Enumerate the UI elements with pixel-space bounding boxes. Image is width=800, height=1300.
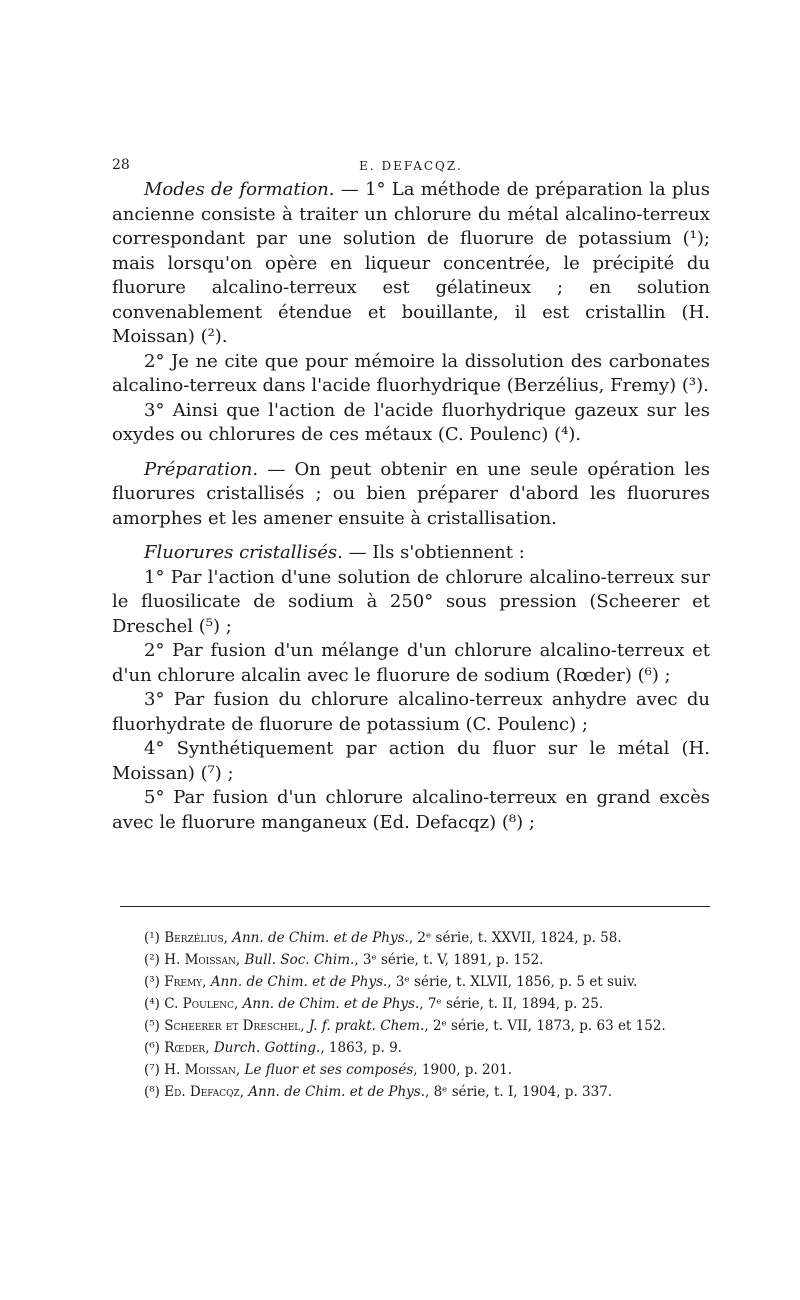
paragraph: [112, 541, 710, 566]
footnote-ref: , 2ᵉ série, t. VII, 1873, p. 63 et 152.: [424, 1018, 666, 1034]
footnote: (²) H. Moissan, Bull. Soc. Chim., 3ᵉ série, t. V, 1891, p. 152.: [144, 952, 544, 968]
footnote-mark: (⁷): [144, 1062, 160, 1078]
paragraph: [112, 639, 710, 688]
section-title: Fluorures cristallisés.: [144, 542, 343, 563]
paragraph-text: — On peut obtenir en une seule opération les fluorures cristallisés ; ou bien préparer d'abord les fluorures amorphes et les amener ensuite à cristallisation.: [112, 458, 710, 529]
footnote-work: Durch. Gotting.: [213, 1040, 321, 1056]
footnote: (⁵) Scheerer et Dreschel, J. f. prakt. Chem., 2ᵉ série, t. VII, 1873, p. 63 et 152.: [144, 1018, 666, 1034]
footnote-author: C. Poulenc: [164, 996, 235, 1012]
paragraph: [112, 688, 710, 737]
footnote-author: Ed. Defacqz: [164, 1084, 240, 1100]
paragraph-text: — 1° La méthode de préparation la plus ancienne consiste à traiter un chlorure du métal alcalino-terreux correspondant par une solution de fluorure de potassium (¹); mais lorsqu'on opère en liqueur concentrée, le précipité du fluorure alcalino-terreux est gélatineux ; en solution convenablement étendue et bouillante, il est cristallin (H. Moissan) (²).: [112, 179, 710, 347]
section-title: Modes de formation.: [144, 179, 335, 200]
footnote-work: Ann. de Chim. et de Phys.: [210, 974, 388, 990]
footnote: (⁷) H. Moissan, Le fluor et ses composés, 1900, p. 201.: [144, 1062, 513, 1078]
paragraph-text: — Ils s'obtiennent :: [342, 542, 525, 563]
footnote: (⁶) Rœder, Durch. Gotting., 1863, p. 9.: [144, 1040, 402, 1056]
footnote-ref: , 3ᵉ série, t. V, 1891, p. 152.: [354, 952, 544, 968]
section-title: Préparation.: [144, 458, 259, 480]
paragraph: [112, 786, 710, 835]
footnote-mark: (¹): [144, 930, 160, 946]
footnote-author: H. Moissan: [164, 1062, 236, 1078]
paragraph: [112, 566, 710, 640]
paragraph-text: 3° Ainsi que l'action de l'acide fluorhydrique gazeux sur les oxydes ou chlorures de ces métaux (C. Poulenc) (⁴).: [112, 399, 710, 445]
paragraph: [112, 350, 710, 399]
footnote-author: Rœder: [164, 1040, 206, 1056]
paragraph: [112, 178, 710, 350]
footnote-mark: (⁵): [144, 1018, 160, 1034]
paragraph-text: 5° Par fusion d'un chlorure alcalino-terreux en grand excès avec le fluorure manganeux (Ed. Defacqz) (⁸) ;: [112, 787, 710, 833]
footnote-author: H. Moissan: [164, 952, 236, 968]
footnote-work: Ann. de Chim. et de Phys.: [232, 930, 409, 946]
page-header: [112, 157, 710, 177]
footnote-divider: [120, 906, 710, 907]
footnote-mark: (²): [144, 952, 160, 968]
paragraph-text: 3° Par fusion du chlorure alcalino-terreux anhydre avec du fluorhydrate de fluorure de potassium (C. Poulenc) ;: [112, 689, 710, 735]
paragraph-text: 4° Synthétiquement par action du fluor sur le métal (H. Moissan) (⁷) ;: [112, 738, 710, 784]
footnote-author: Scheerer et Dreschel: [164, 1018, 301, 1034]
footnotes: [112, 927, 710, 1103]
footnote: (⁸) Ed. Defacqz, Ann. de Chim. et de Phys., 8ᵉ série, t. I, 1904, p. 337.: [144, 1084, 613, 1100]
footnote: (⁴) C. Poulenc, Ann. de Chim. et de Phys., 7ᵉ série, t. II, 1894, p. 25.: [144, 996, 604, 1012]
footnote-ref: , 8ᵉ série, t. I, 1904, p. 337.: [425, 1084, 613, 1100]
footnote-ref: , 7ᵉ série, t. II, 1894, p. 25.: [419, 996, 604, 1012]
paragraph: [112, 399, 710, 448]
footnote: (³) Fremy, Ann. de Chim. et de Phys., 3ᵉ série, t. XLVII, 1856, p. 5 et suiv.: [144, 974, 638, 990]
main-text: [112, 178, 710, 835]
paragraph-text: 2° Par fusion d'un mélange d'un chlorure alcalino-terreux et d'un chlorure alcalin avec le fluorure de sodium (Rœder) (⁶) ;: [112, 640, 710, 686]
paragraph-text: 2° Je ne cite que pour mémoire la dissolution des carbonates alcalino-terreux dans l'acide fluorhydrique (Berzélius, Fremy) (³).: [112, 350, 710, 396]
footnote-work: J. f. prakt. Chem.: [308, 1018, 425, 1034]
footnote-ref: , 1863, p. 9.: [320, 1040, 402, 1056]
running-head: E. DEFACQZ.: [359, 159, 463, 173]
footnote-work: Bull. Soc. Chim.: [244, 952, 355, 968]
footnote-work: Ann. de Chim. et de Phys.: [242, 996, 420, 1012]
paragraph-text: 1° Par l'action d'une solution de chlorure alcalino-terreux sur le fluosilicate de sodium à 250° sous pression (Scheerer et Dreschel (⁵) ;: [112, 566, 710, 637]
paragraph: [112, 737, 710, 786]
footnote-work: Le fluor et ses composés: [244, 1062, 414, 1078]
footnote-mark: (⁸): [144, 1084, 160, 1100]
paragraph: [112, 458, 710, 532]
footnote-work: Ann. de Chim. et de Phys.: [248, 1084, 425, 1100]
footnote: (¹) Berzélius, Ann. de Chim. et de Phys., 2ᵉ série, t. XXVII, 1824, p. 58.: [144, 930, 622, 946]
footnote-author: Fremy: [164, 974, 203, 990]
footnote-mark: (⁶): [144, 1040, 160, 1056]
page-number: 28: [112, 157, 130, 173]
footnote-ref: , 1900, p. 201.: [413, 1062, 513, 1078]
footnote-mark: (³): [144, 974, 160, 990]
footnote-author: Berzélius: [164, 930, 224, 946]
footnote-mark: (⁴): [144, 996, 160, 1012]
footnote-ref: , 3ᵉ série, t. XLVII, 1856, p. 5 et suiv.: [387, 974, 638, 990]
footnote-ref: , 2ᵉ série, t. XXVII, 1824, p. 58.: [408, 930, 622, 946]
